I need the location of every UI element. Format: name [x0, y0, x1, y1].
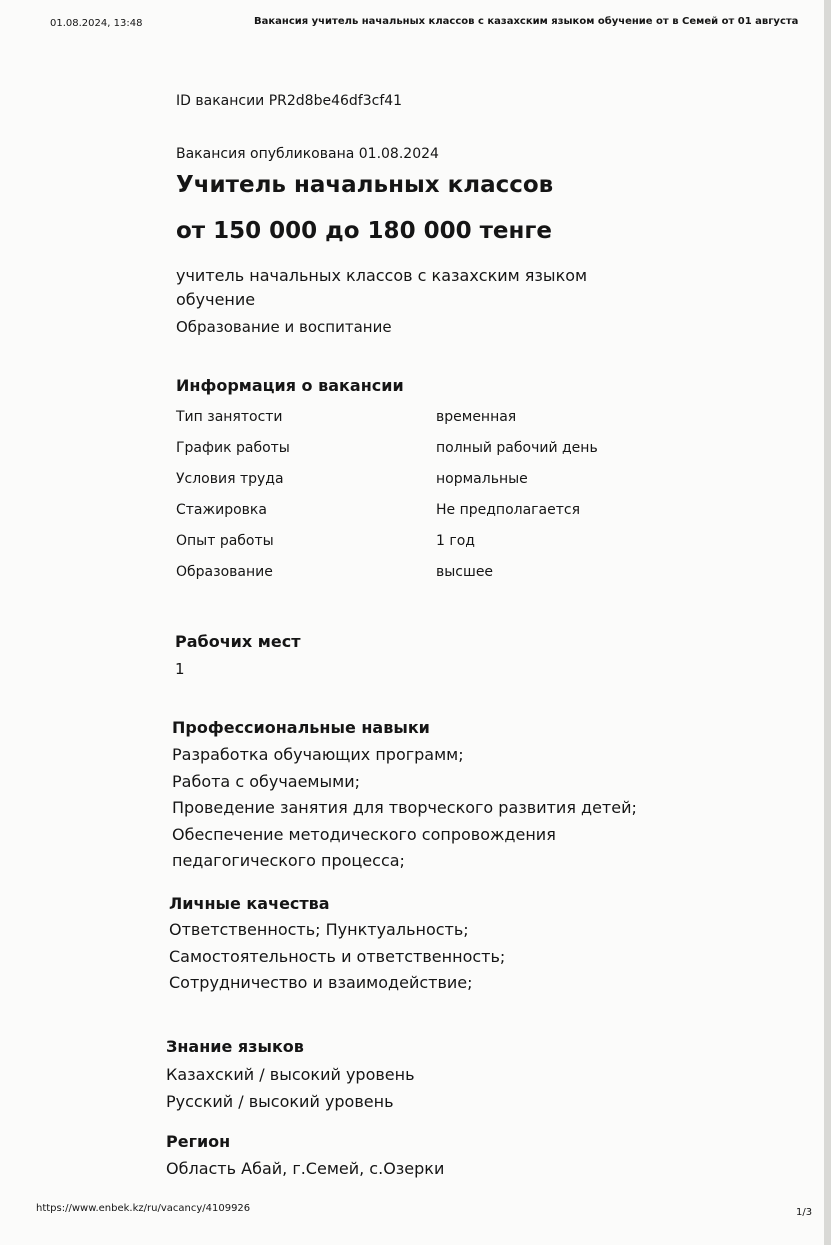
skill-line: Проведение занятия для творческого развития детей; — [172, 798, 637, 817]
skill-line: Разработка обучающих программ; — [172, 745, 464, 764]
salary: от 150 000 до 180 000 тенге — [176, 218, 553, 244]
qualities-list — [169, 917, 505, 997]
info-label: Условия труда — [176, 471, 284, 487]
print-datetime: 01.08.2024, 13:48 — [50, 18, 143, 29]
skill-line: педагогического процесса; — [172, 851, 405, 870]
info-label: Тип занятости — [176, 409, 283, 425]
skill-line: Обеспечение методического сопровождения — [172, 824, 556, 844]
info-value: временная — [436, 409, 517, 425]
quality-line: Ответственность; Пунктуальность; — [169, 920, 469, 939]
info-value: полный рабочий день — [436, 440, 598, 456]
published-date: Вакансия опубликована 01.08.2024 — [176, 146, 439, 162]
vacancy-category: Образование и воспитание — [176, 318, 392, 336]
languages-heading: Знание языков — [166, 1037, 304, 1056]
info-heading: Информация о вакансии — [176, 376, 404, 395]
region-heading: Регион — [166, 1132, 231, 1151]
info-row — [176, 564, 676, 586]
info-row — [176, 409, 676, 431]
info-label: Опыт работы — [176, 533, 274, 549]
vacancy-id: ID вакансии PR2d8be46df3cf41 — [176, 93, 403, 109]
skills-list — [172, 742, 637, 875]
info-row — [176, 533, 676, 555]
vacancy-subtitle: учитель начальных классов с казахским языком обучение — [176, 266, 588, 309]
info-row — [176, 440, 676, 462]
info-value: высшее — [436, 564, 494, 580]
info-value: 1 год — [436, 533, 475, 549]
footer-url: https://www.enbek.kz/ru/vacancy/4109926 — [36, 1203, 251, 1214]
quality-line: Самостоятельность и ответственность; — [169, 946, 506, 966]
seats-value: 1 — [175, 660, 185, 678]
region-value: Область Абай, г.Семей, с.Озерки — [166, 1159, 445, 1178]
info-value: Не предполагается — [436, 502, 580, 518]
info-label: Стажировка — [176, 502, 267, 518]
skill-line: Работа с обучаемыми; — [172, 771, 360, 791]
vacancy-title: Учитель начальных классов — [176, 172, 554, 198]
paper-edge — [824, 0, 831, 1245]
quality-line: Сотрудничество и взаимодействие; — [169, 973, 473, 992]
print-header-title: Вакансия учитель начальных классов с казахским языком обучение от в Семей от 01 августа — [254, 16, 799, 27]
language-line: Казахский / высокий уровень — [166, 1065, 415, 1084]
info-label: График работы — [176, 440, 290, 456]
page-number: 1/3 — [796, 1207, 813, 1218]
info-value: нормальные — [436, 471, 528, 487]
skills-heading: Профессиональные навыки — [172, 718, 430, 737]
seats-heading: Рабочих мест — [175, 632, 301, 651]
qualities-heading: Личные качества — [169, 894, 330, 913]
languages-list — [166, 1062, 415, 1115]
language-line: Русский / высокий уровень — [166, 1091, 394, 1111]
info-label: Образование — [176, 564, 273, 580]
info-row — [176, 471, 676, 493]
info-row — [176, 502, 676, 524]
